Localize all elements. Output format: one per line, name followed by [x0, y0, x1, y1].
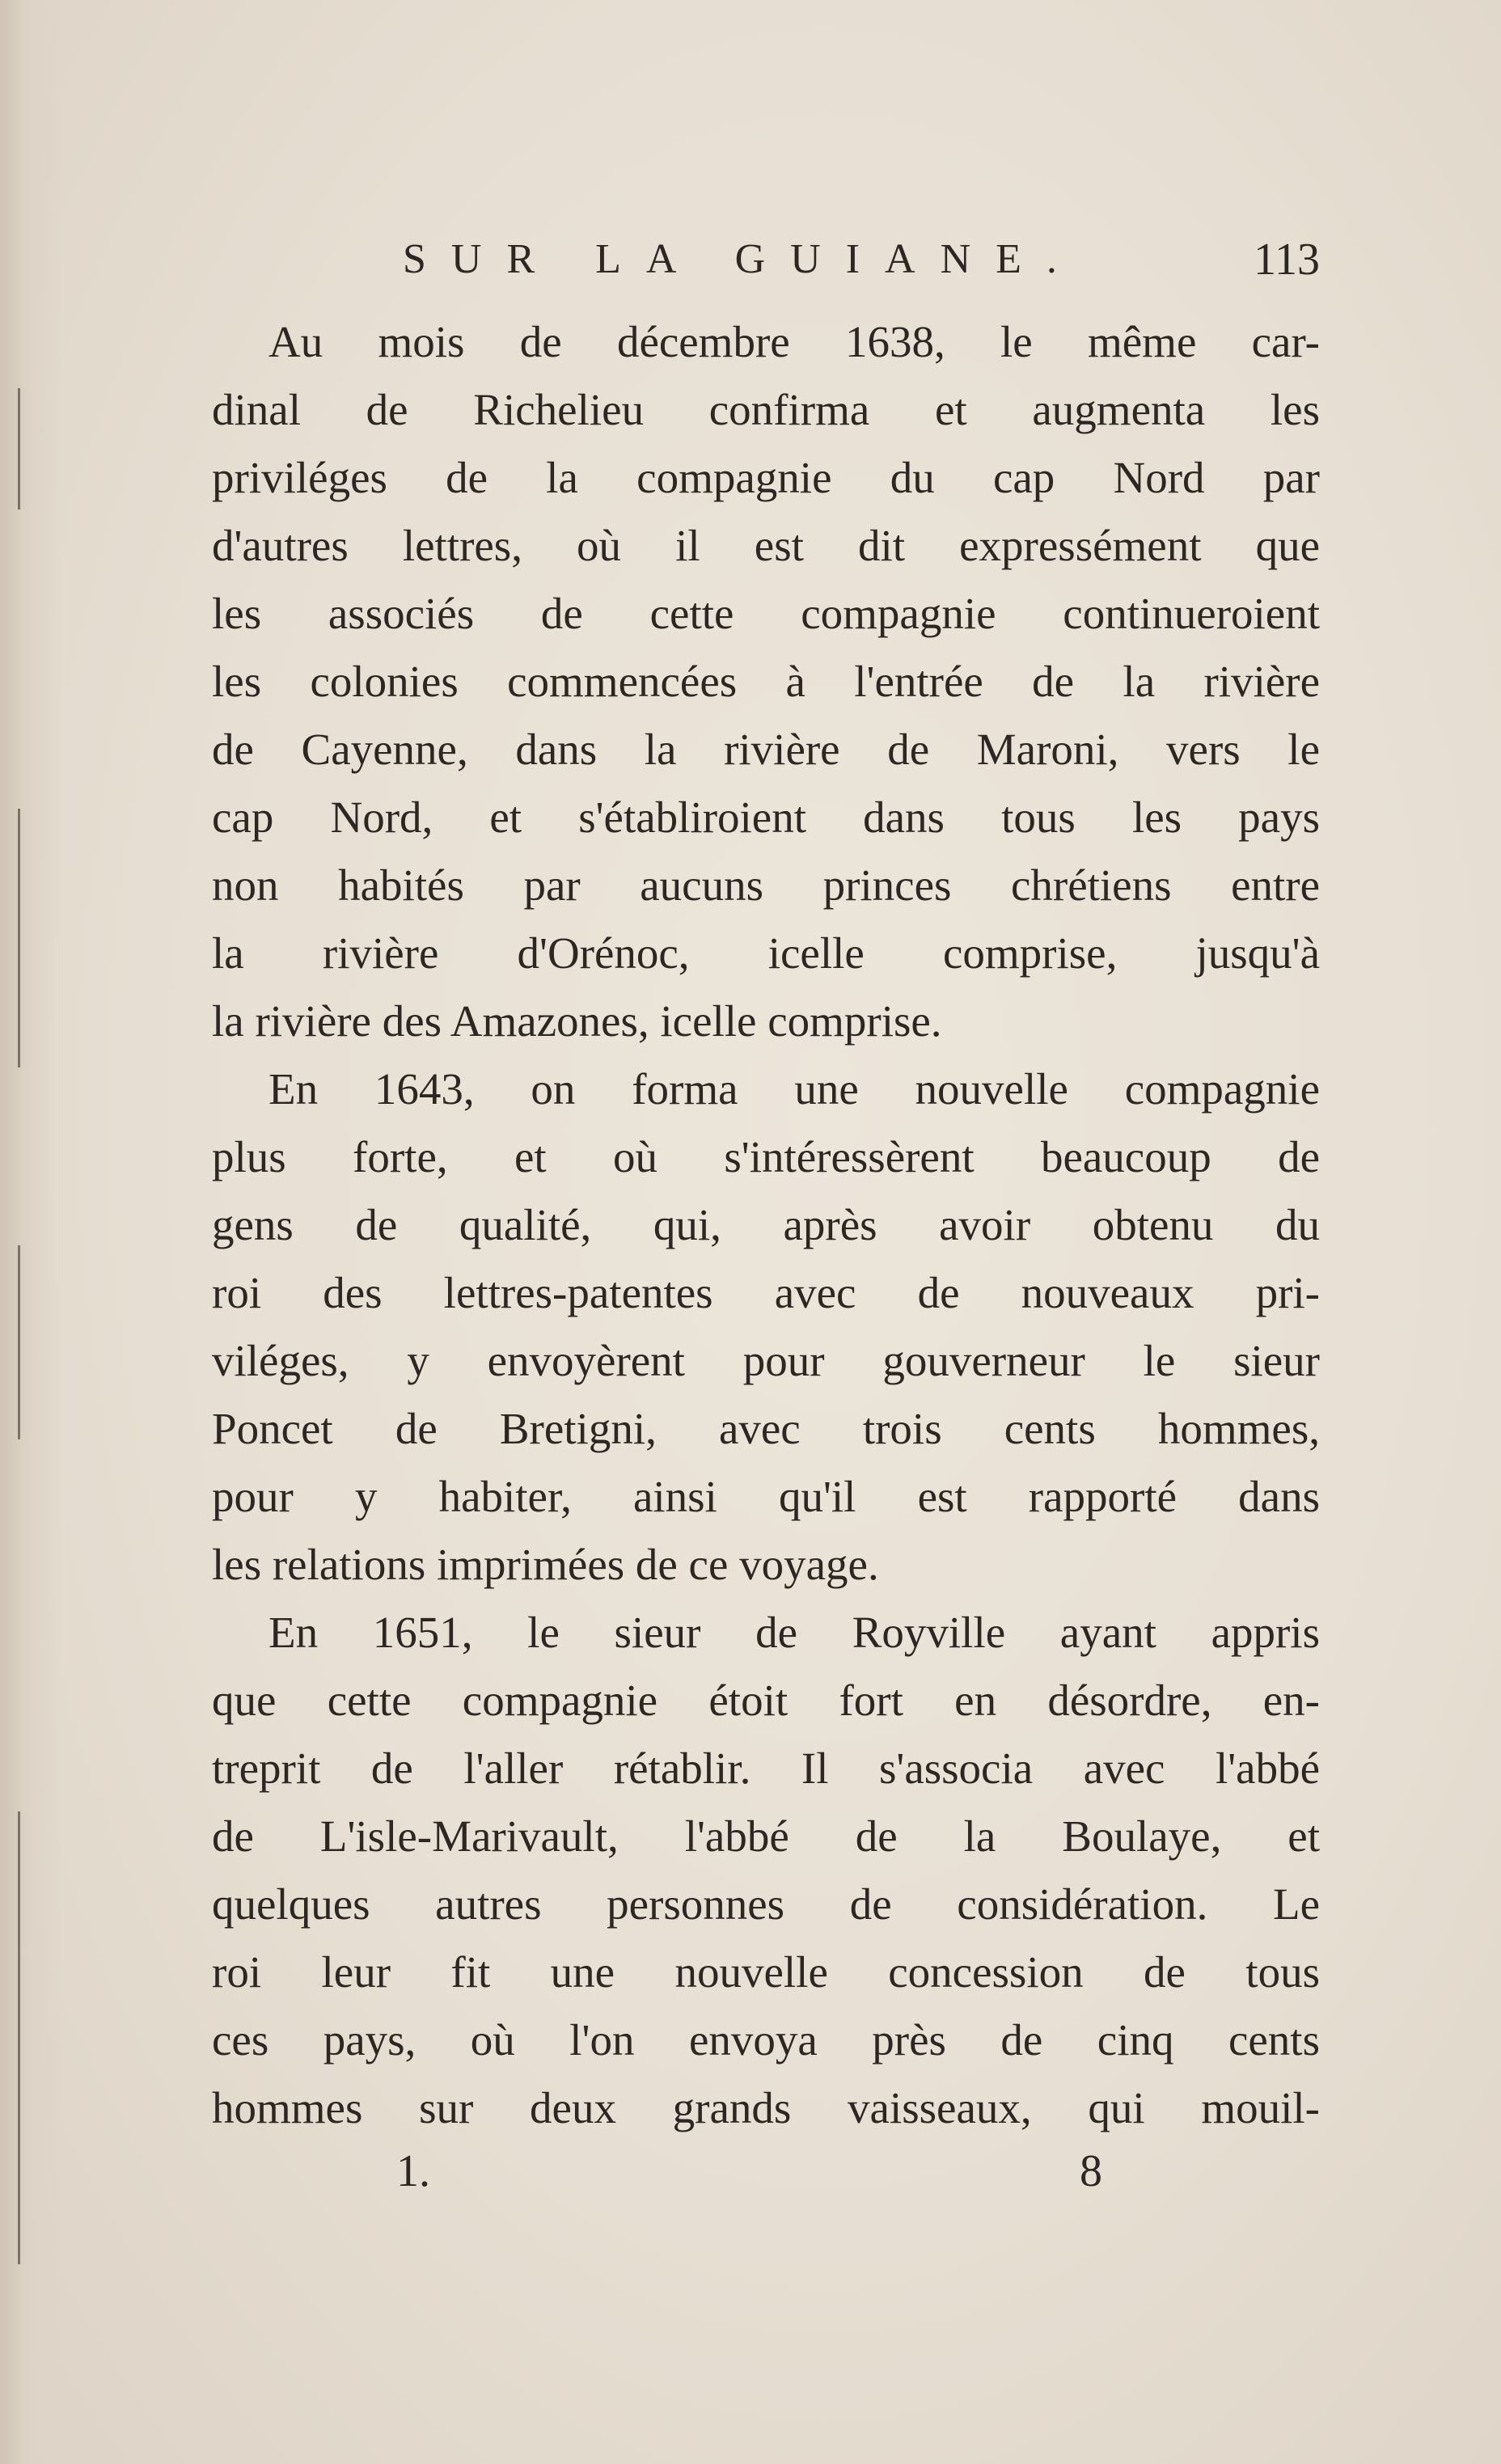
body-text: [212, 308, 1320, 2142]
text-line: les associés de cette compagnie continueroient: [212, 589, 1320, 638]
text-line: plus forte, et où s'intéressèrent beaucoup de: [212, 1132, 1320, 1181]
text-line: Au mois de décembre 1638, le même car-: [268, 317, 1320, 366]
text-line: quelques autres personnes de considération. Le: [212, 1879, 1320, 1929]
text-line: les colonies commencées à l'entrée de la rivière: [212, 657, 1320, 706]
text-line: ces pays, où l'on envoya près de cinq cents: [212, 2015, 1320, 2065]
text-line: En 1651, le sieur de Royville ayant appris: [268, 1608, 1320, 1657]
text-line: la rivière d'Orénoc, icelle comprise, jusqu'à: [212, 928, 1320, 978]
gutter-mark: [18, 1811, 20, 2264]
text-line: priviléges de la compagnie du cap Nord par: [212, 453, 1320, 502]
signature-mark: 8: [1080, 2146, 1102, 2196]
text-line: viléges, y envoyèrent pour gouverneur le sieur: [212, 1336, 1320, 1385]
volume-mark: 1.: [396, 2146, 430, 2196]
text-line: treprit de l'aller rétablir. Il s'associa avec l'abbé: [212, 1743, 1320, 1793]
gutter-mark: [18, 1245, 20, 1439]
text-line: de L'isle-Marivault, l'abbé de la Boulaye, et: [212, 1811, 1320, 1861]
text-line: dinal de Richelieu confirma et augmenta les: [212, 385, 1320, 434]
text-line: roi leur fit une nouvelle concession de tous: [212, 1947, 1320, 1997]
text-line: Poncet de Bretigni, avec trois cents hommes,: [212, 1404, 1320, 1453]
gutter-mark: [18, 388, 20, 509]
page-number: 113: [1254, 235, 1320, 285]
text-line: les relations imprimées de ce voyage.: [212, 1540, 879, 1589]
text-line: de Cayenne, dans la rivière de Maroni, vers le: [212, 725, 1320, 774]
text-line: la rivière des Amazones, icelle comprise.: [212, 996, 942, 1046]
running-title: SUR LA GUIANE.: [403, 236, 1082, 282]
text-line: pour y habiter, ainsi qu'il est rapporté dans: [212, 1472, 1320, 1521]
page-footer: [396, 2143, 1124, 2200]
page-header: [403, 231, 1320, 288]
text-line: cap Nord, et s'établiroient dans tous les pays: [212, 792, 1320, 842]
page-gutter-shadow: [0, 0, 63, 2464]
text-line: gens de qualité, qui, après avoir obtenu du: [212, 1200, 1320, 1249]
text-line: que cette compagnie étoit fort en désordre, en-: [212, 1676, 1320, 1725]
text-line: non habités par aucuns princes chrétiens entre: [212, 860, 1320, 910]
gutter-mark: [18, 809, 20, 1067]
text-line: hommes sur deux grands vaisseaux, qui mouil-: [212, 2083, 1320, 2132]
text-line: d'autres lettres, où il est dit expressément que: [212, 521, 1320, 570]
text-line: roi des lettres-patentes avec de nouveaux pri-: [212, 1268, 1320, 1317]
text-line: En 1643, on forma une nouvelle compagnie: [268, 1064, 1320, 1114]
